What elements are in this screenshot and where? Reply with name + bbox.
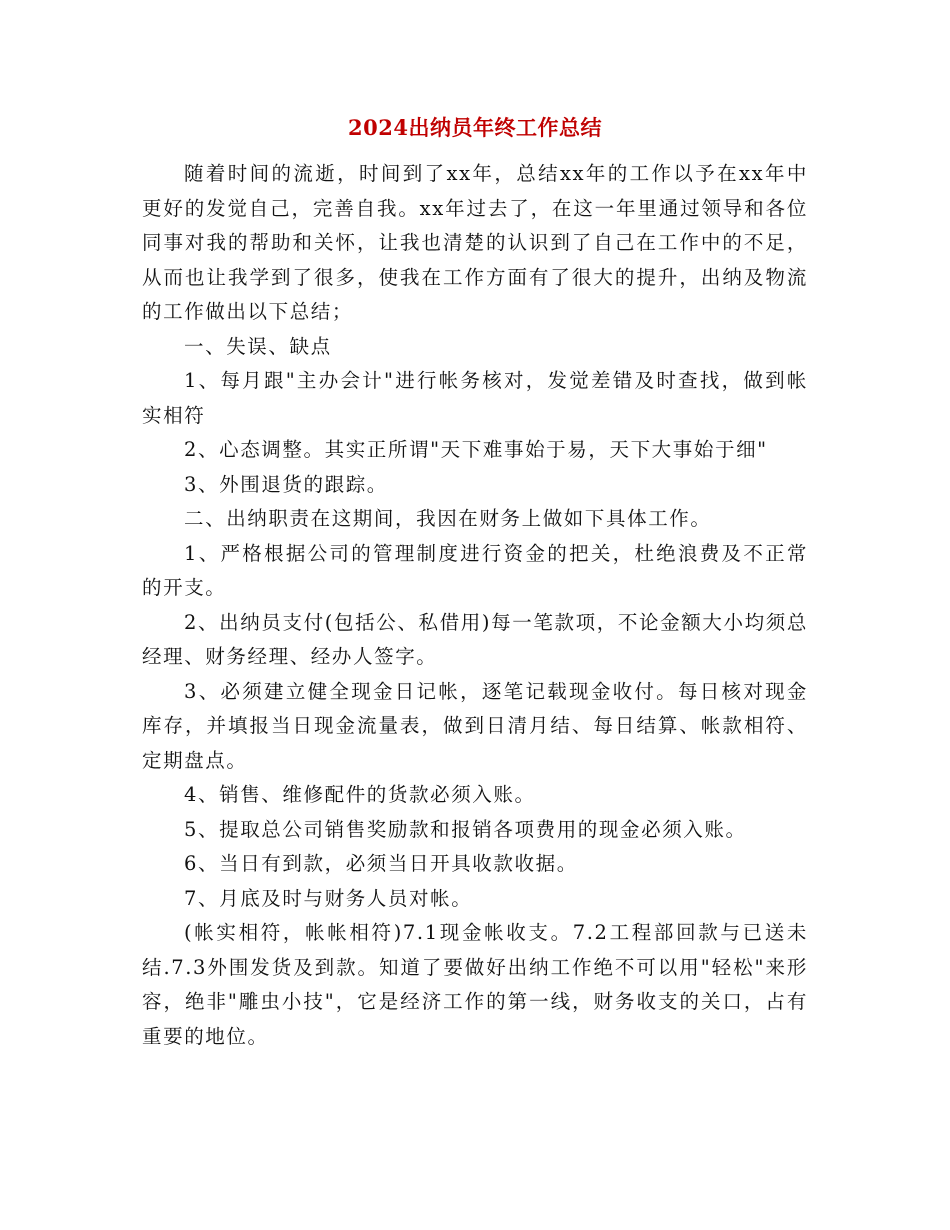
list-item: 6、当日有到款，必须当日开具收款收据。: [184, 852, 578, 875]
section-heading-duties: 二、出纳职责在这期间，我因在财务上做如下具体工作。: [184, 507, 712, 530]
list-item: 1、严格根据公司的管理制度进行资金的把关，杜绝浪费及不正常的开支。: [142, 541, 808, 599]
list-item: 2、出纳员支付(包括公、私借用)每一笔款项，不论金额大小均须总经理、财务经理、经办人签字。: [142, 610, 808, 668]
list-item: 3、必须建立健全现金日记帐，逐笔记载现金收付。每日核对现金库存，并填报当日现金流量表，做到日清月结、每日结算、帐款相符、定期盘点。: [142, 679, 808, 772]
document-body: [142, 157, 808, 1054]
document-title: 2024出纳员年终工作总结: [348, 115, 602, 140]
list-item: 7、月底及时与财务人员对帐。: [184, 886, 473, 910]
list-item: 4、销售、维修配件的货款必须入账。: [184, 783, 536, 806]
list-item: 1、每月跟"主办会计"进行帐务核对，发觉差错及时查找，做到帐实相符: [142, 369, 808, 427]
paragraph-intro: 随着时间的流逝，时间到了xx年，总结xx年的工作以予在xx年中更好的发觉自己，完善自我。xx年过去了，在这一年里通过领导和各位同事对我的帮助和关怀，让我也清楚的认识到了自己在工作中的不足，从而也让我学到了很多，使我在工作方面有了很大的提升，出纳及物流的工作做出以下总结；: [142, 162, 808, 323]
list-item: 5、提取总公司销售奖励款和报销各项费用的现金必须入账。: [184, 817, 747, 841]
paragraph-conclusion: (帐实相符，帐帐相符)7.1现金帐收支。7.2工程部回款与已送未结.7.3外围发货及到款。知道了要做好出纳工作绝不可以用"轻松"来形容，绝非"雕虫小技"，它是经济工作的第一线，财务收支的关口，占有重要的地位。: [142, 921, 808, 1048]
list-item: 2、心态调整。其实正所谓"天下难事始于易，天下大事始于细": [184, 438, 768, 461]
section-heading-mistakes: 一、失误、缺点: [184, 334, 332, 358]
list-item: 3、外围退货的跟踪。: [184, 472, 388, 496]
